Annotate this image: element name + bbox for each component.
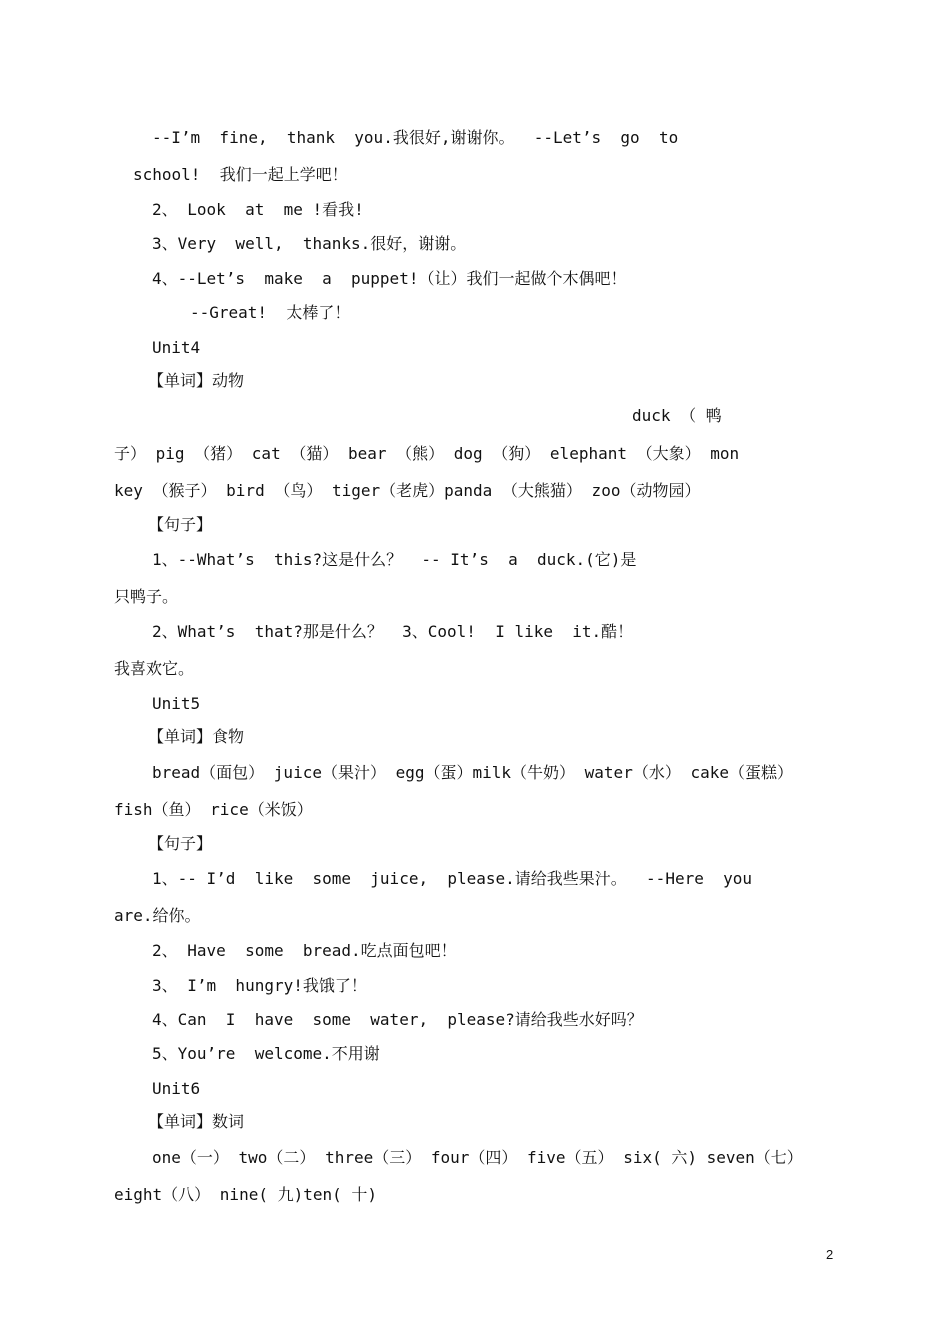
text-line: 1、-- I’d like some juice, please.请给我些果汁。 --Here you: [152, 869, 753, 888]
text-line: 1、--What’s this?这是什么？ -- It’s a duck.(它)是: [152, 550, 637, 569]
text-line: fish（鱼） rice（米饭）: [114, 800, 313, 819]
text-line: are.给你。: [114, 906, 201, 925]
text-line: one（一） two（二） three（三） four（四） five（五） six( 六) seven（七）: [152, 1148, 803, 1167]
text-line: 3、 I’m hungry!我饿了！: [152, 976, 367, 995]
text-line: 4、Can I have some water, please?请给我些水好吗？: [152, 1010, 643, 1029]
text-line: 3、Very well, thanks.很好，谢谢。: [152, 234, 467, 253]
text-line: key （猴子） bird （鸟） tiger（老虎）panda （大熊猫） zoo（动物园）: [114, 481, 701, 500]
section-label: 【句子】: [148, 834, 213, 853]
text-line: --Great! 太棒了！: [190, 303, 351, 322]
section-label: 【单词】动物: [148, 371, 245, 390]
text-line: 子） pig （猪） cat （猫） bear （熊） dog （狗） elephant （大象） mon: [114, 444, 740, 463]
text-line: 我喜欢它。: [114, 659, 195, 678]
text-line: school! 我们一起上学吧！: [133, 165, 348, 184]
unit-heading: Unit5: [152, 694, 201, 713]
text-line: 2、 Look at me !看我!: [152, 200, 364, 219]
text-line: --I’m fine, thank you.我很好,谢谢你。 --Let’s go to: [152, 128, 679, 147]
section-label: 【单词】食物: [148, 727, 245, 746]
text-line: bread（面包） juice（果汁） egg（蛋）milk（牛奶） water（水） cake（蛋糕）: [152, 763, 793, 782]
page-number: 2: [826, 1247, 834, 1262]
unit-heading: Unit4: [152, 338, 201, 357]
text-line: duck （ 鸭: [632, 406, 722, 425]
section-label: 【句子】: [148, 515, 213, 534]
unit-heading: Unit6: [152, 1079, 201, 1098]
section-label: 【单词】数词: [148, 1112, 245, 1131]
text-line: 2、 Have some bread.吃点面包吧！: [152, 941, 457, 960]
text-line: 5、You’re welcome.不用谢: [152, 1044, 380, 1063]
text-line: 2、What’s that?那是什么？ 3、Cool! I like it.酷！: [152, 622, 634, 641]
text-line: 只鸭子。: [114, 587, 179, 606]
text-line: eight（八） nine( 九)ten( 十): [114, 1185, 378, 1204]
text-line: 4、--Let’s make a puppet!（让）我们一起做个木偶吧！: [152, 269, 627, 288]
